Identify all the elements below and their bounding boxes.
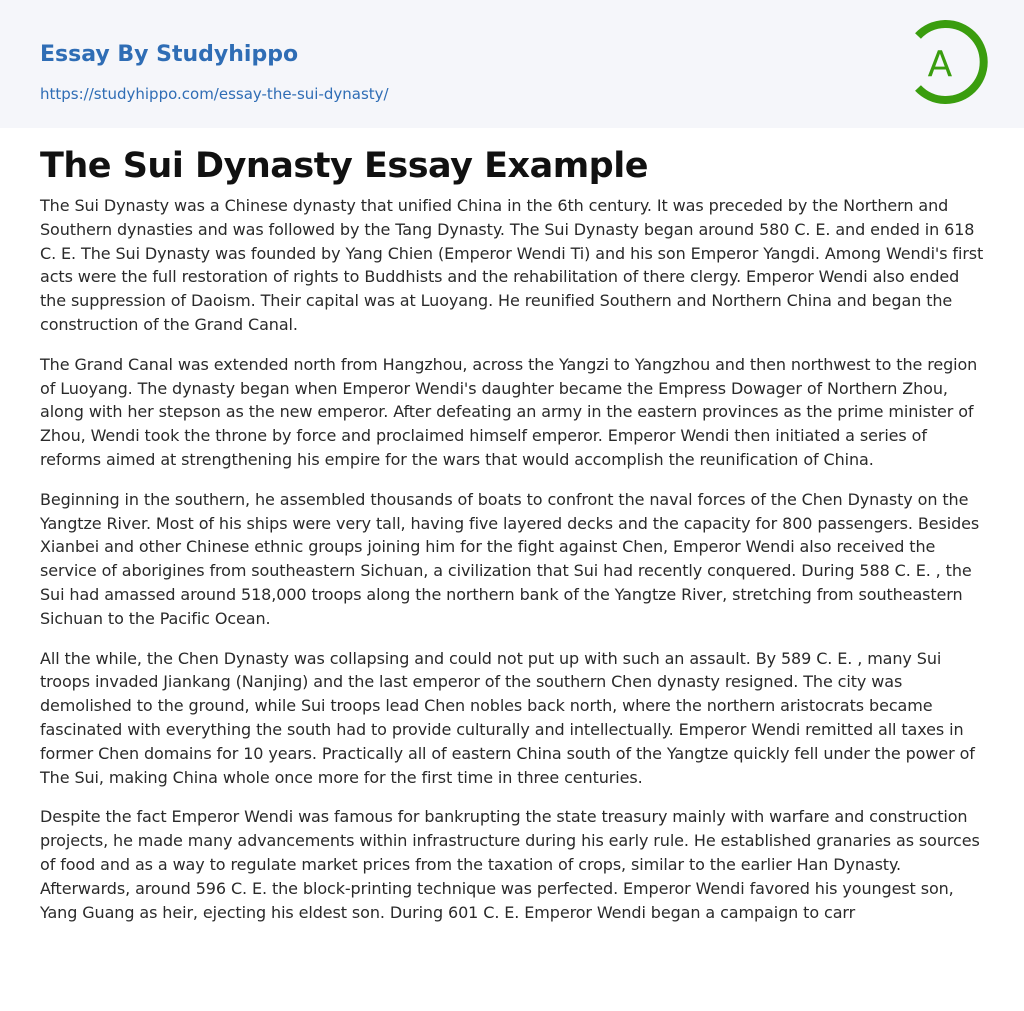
paragraph: The Grand Canal was extended north from Hangzhou, across the Yangzi to Yangzhou and then northwest to the region of Luoyang. The dynasty began when Emperor Wendi's daughter became the Empress Dowager of Northern Zhou, along with her stepson as the new emperor. After defeating an army in the eastern provinces as the prime minister of Zhou, Wendi took the throne by force and proclaimed himself emperor. Emperor Wendi then initiated a series of reforms aimed at strengthening his empire for the wars that would accomplish the reunification of China. <box>40 354 978 469</box>
paragraph: Beginning in the southern, he assembled thousands of boats to confront the naval forces of the Chen Dynasty on the Yangtze River. Most of his ships were very tall, having five layered decks and the capacity for 800 passengers. Besides Xianbei and other Chinese ethnic groups joining him for the fight against Chen, Emperor Wendi also received the service of aborigines from southeastern Sichuan, a civilization that Sui had recently conquered. During 588 C. E. , the Sui had amassed around 518,000 troops along the northern bank of the Yangtze River, stretching from southeastern Sichuan to the Pacific Ocean. <box>40 489 980 628</box>
logo-letter: A <box>927 44 953 85</box>
paragraph: All the while, the Chen Dynasty was collapsing and could not put up with such an assault. By 589 C. E. , many Sui troops invaded Jiankang (Nanjing) and the last emperor of the southern Chen dynasty resigned. The city was demolished to the ground, while Sui troops lead Chen nobles back north, where the northern aristocrats became fascinated with everything the south had to provide culturally and intellectually. Emperor Wendi remitted all taxes in former Chen domains for 10 years. Practically all of eastern China south of the Yangtze quickly fell under the power of The Sui, making China whole once more for the first time in three centuries. <box>40 648 975 787</box>
page-title: The Sui Dynasty Essay Example <box>40 146 648 186</box>
page-url-link[interactable]: https://studyhippo.com/essay-the-sui-dynasty/ <box>40 85 389 103</box>
brand-title[interactable]: Essay By Studyhippo <box>40 42 299 67</box>
studyhippo-logo-icon[interactable] <box>908 18 988 106</box>
paragraph: Despite the fact Emperor Wendi was famous for bankrupting the state treasury mainly with warfare and construction projects, he made many advancements within infrastructure during his early rule. He established granaries as sources of food and as a way to regulate market prices from the taxation of crops, similar to the earlier Han Dynasty. Afterwards, around 596 C. E. the block-printing technique was perfected. Emperor Wendi favored his youngest son, Yang Guang as heir, ejecting his eldest son. During 601 C. E. Emperor Wendi began a campaign to carr <box>40 807 980 922</box>
essay-body <box>40 194 984 924</box>
paragraph: The Sui Dynasty was a Chinese dynasty that unified China in the 6th century. It was preceded by the Northern and Southern dynasties and was followed by the Tang Dynasty. The Sui Dynasty began around 580 C. E. and ended in 618 C. E. The Sui Dynasty was founded by Yang Chien (Emperor Wendi Ti) and his son Emperor Yangdi. Among Wendi's first acts were the full restoration of rights to Buddhists and the rehabilitation of there clergy. Emperor Wendi also ended the suppression of Daoism. Their capital was at Luoyang. He reunified Southern and Northern China and began the construction of the Grand Canal. <box>40 196 984 334</box>
site-header <box>0 0 1024 128</box>
